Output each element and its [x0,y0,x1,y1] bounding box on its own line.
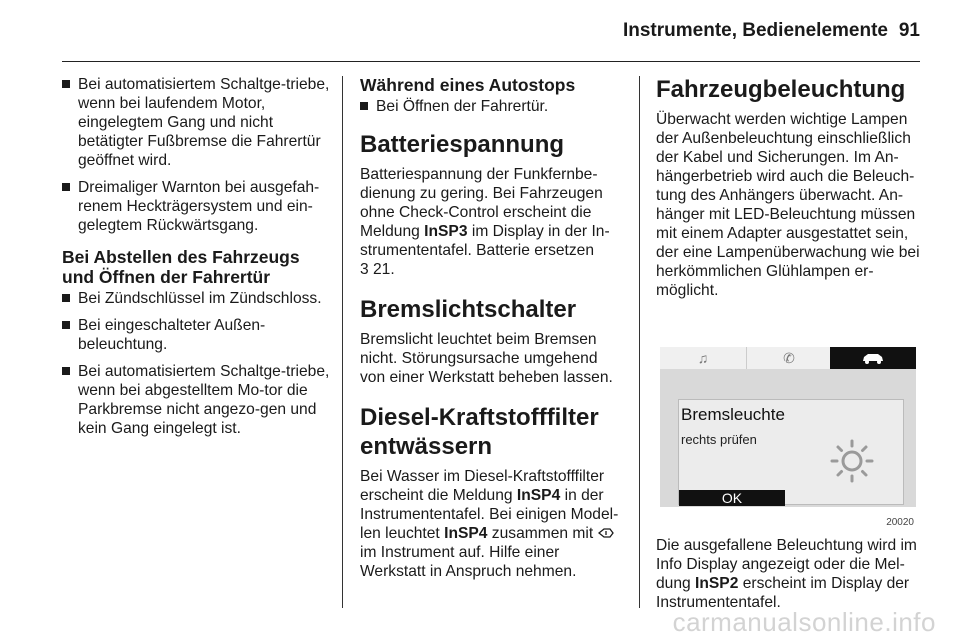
info-display-figure [656,320,918,534]
figure-code: 20020 [886,517,914,528]
list-item: Bei Zündschlüssel im Zündschloss. [62,289,330,308]
bullet-square-icon [62,183,70,191]
display-tab-bar [660,347,916,369]
bullet-square-icon [62,321,70,329]
figure-caption: Die ausgefallene Beleuchtung wird im Info Display angezeigt oder die Mel-dung InSP2 erscheint im Display der Instrumententafel. [656,537,917,611]
brake-paragraph: Bremslicht leuchtet beim Bremsen nicht. Störungsursache umgehend von einer Werkstatt beheben lassen. [360,331,613,386]
header-rule [62,61,920,62]
battery-paragraph: Batteriespannung der Funkfernbe-dienung zu gering. Bei Fahrzeugen ohne Check-Control erscheint die Meldung InSP3 im Display in der In-strumententafel. Batterie ersetzen 3 21. [360,166,610,278]
list-item: Bei eingeschalteter Außen-beleuchtung. [62,316,330,354]
column-3 [656,75,920,612]
list-item: Dreimaliger Warnton bei ausgefah-renem Heckträgersystem und ein-gelegtem Rückwärtsgang. [62,178,330,235]
warning-message-panel [678,399,904,505]
phone-tab-icon: ✆ [746,347,832,369]
car-icon [861,352,885,364]
list-item: Bei automatisiertem Schaltge-triebe, wenn bei laufendem Motor, eingelegtem Gang und nicht betätigter Fußbremse die Fahrertür geöffnet wird. [62,75,330,170]
column-1 [62,75,330,446]
ok-button[interactable]: OK [679,490,785,506]
section-title-diesel: Diesel-Kraftstofffilter entwässern [360,404,599,460]
lighting-paragraph: Überwacht werden wichtige Lampen der Außenbeleuchtung einschließlich der Kabel und Sicherungen. Im An-hängerbetrieb wird auch die Beleuch-tung des Anhängers überwacht. An-hänger mit LED-Beleuchtung müssen mit einem Adapter ausgestattet sein, der eine Lampenüberwachung wie bei herkömmlichen Glühlampen er-möglicht. [656,111,920,299]
section-heading: Während eines Autostops [360,75,576,95]
column-divider-2 [639,76,640,608]
message-code: InSP3 [424,223,468,240]
message-code: InSP4 [444,525,488,542]
vehicle-tab [830,347,916,369]
section-title-battery: Batteriespannung [360,131,565,158]
list-item: Bei Öffnen der Fahrertür. [360,97,622,116]
service-wrench-icon [598,527,614,539]
section-heading: Bei Abstellen des Fahrzeugs und Öffnen der Fahrertür [62,247,300,287]
header-title: Instrumente, Bedienelemente [622,20,888,41]
bullet-square-icon [62,367,70,375]
section-title-lighting: Fahrzeugbeleuchtung [656,76,906,103]
column-divider-1 [342,76,343,608]
light-bulb-icon [829,438,875,484]
column-2 [360,75,622,581]
bullet-square-icon [62,80,70,88]
music-tab-icon: ♫ [697,350,709,366]
bullet-square-icon [62,294,70,302]
diesel-paragraph: Bei Wasser im Diesel-Kraftstofffilter erscheint die Meldung InSP4 in der Instrumententafel. Bei einigen Model-len leuchtet InSP4 zusammen mit im Instrument auf. Hilfe einer Werkstatt in Anspruch nehmen. [360,468,619,580]
watermark: carmanualsonline.info [672,607,936,637]
message-code: InSP4 [516,487,561,504]
bullet-square-icon [360,102,368,110]
info-display-screen [660,347,916,507]
section-title-brake: Bremslichtschalter [360,296,577,323]
message-title: Bremsleuchte [681,405,785,424]
page-header [0,0,960,62]
message-code: InSP2 [695,575,739,592]
page-number: 91 [898,20,920,41]
message-subtitle: rechts prüfen [681,432,757,447]
page-reference: 3 21. [360,261,395,278]
list-item: Bei automatisiertem Schaltge-triebe, wenn bei abgestelltem Mo-tor die Parkbremse nicht angezo-gen und kein Gang eingelegt ist. [62,362,330,438]
